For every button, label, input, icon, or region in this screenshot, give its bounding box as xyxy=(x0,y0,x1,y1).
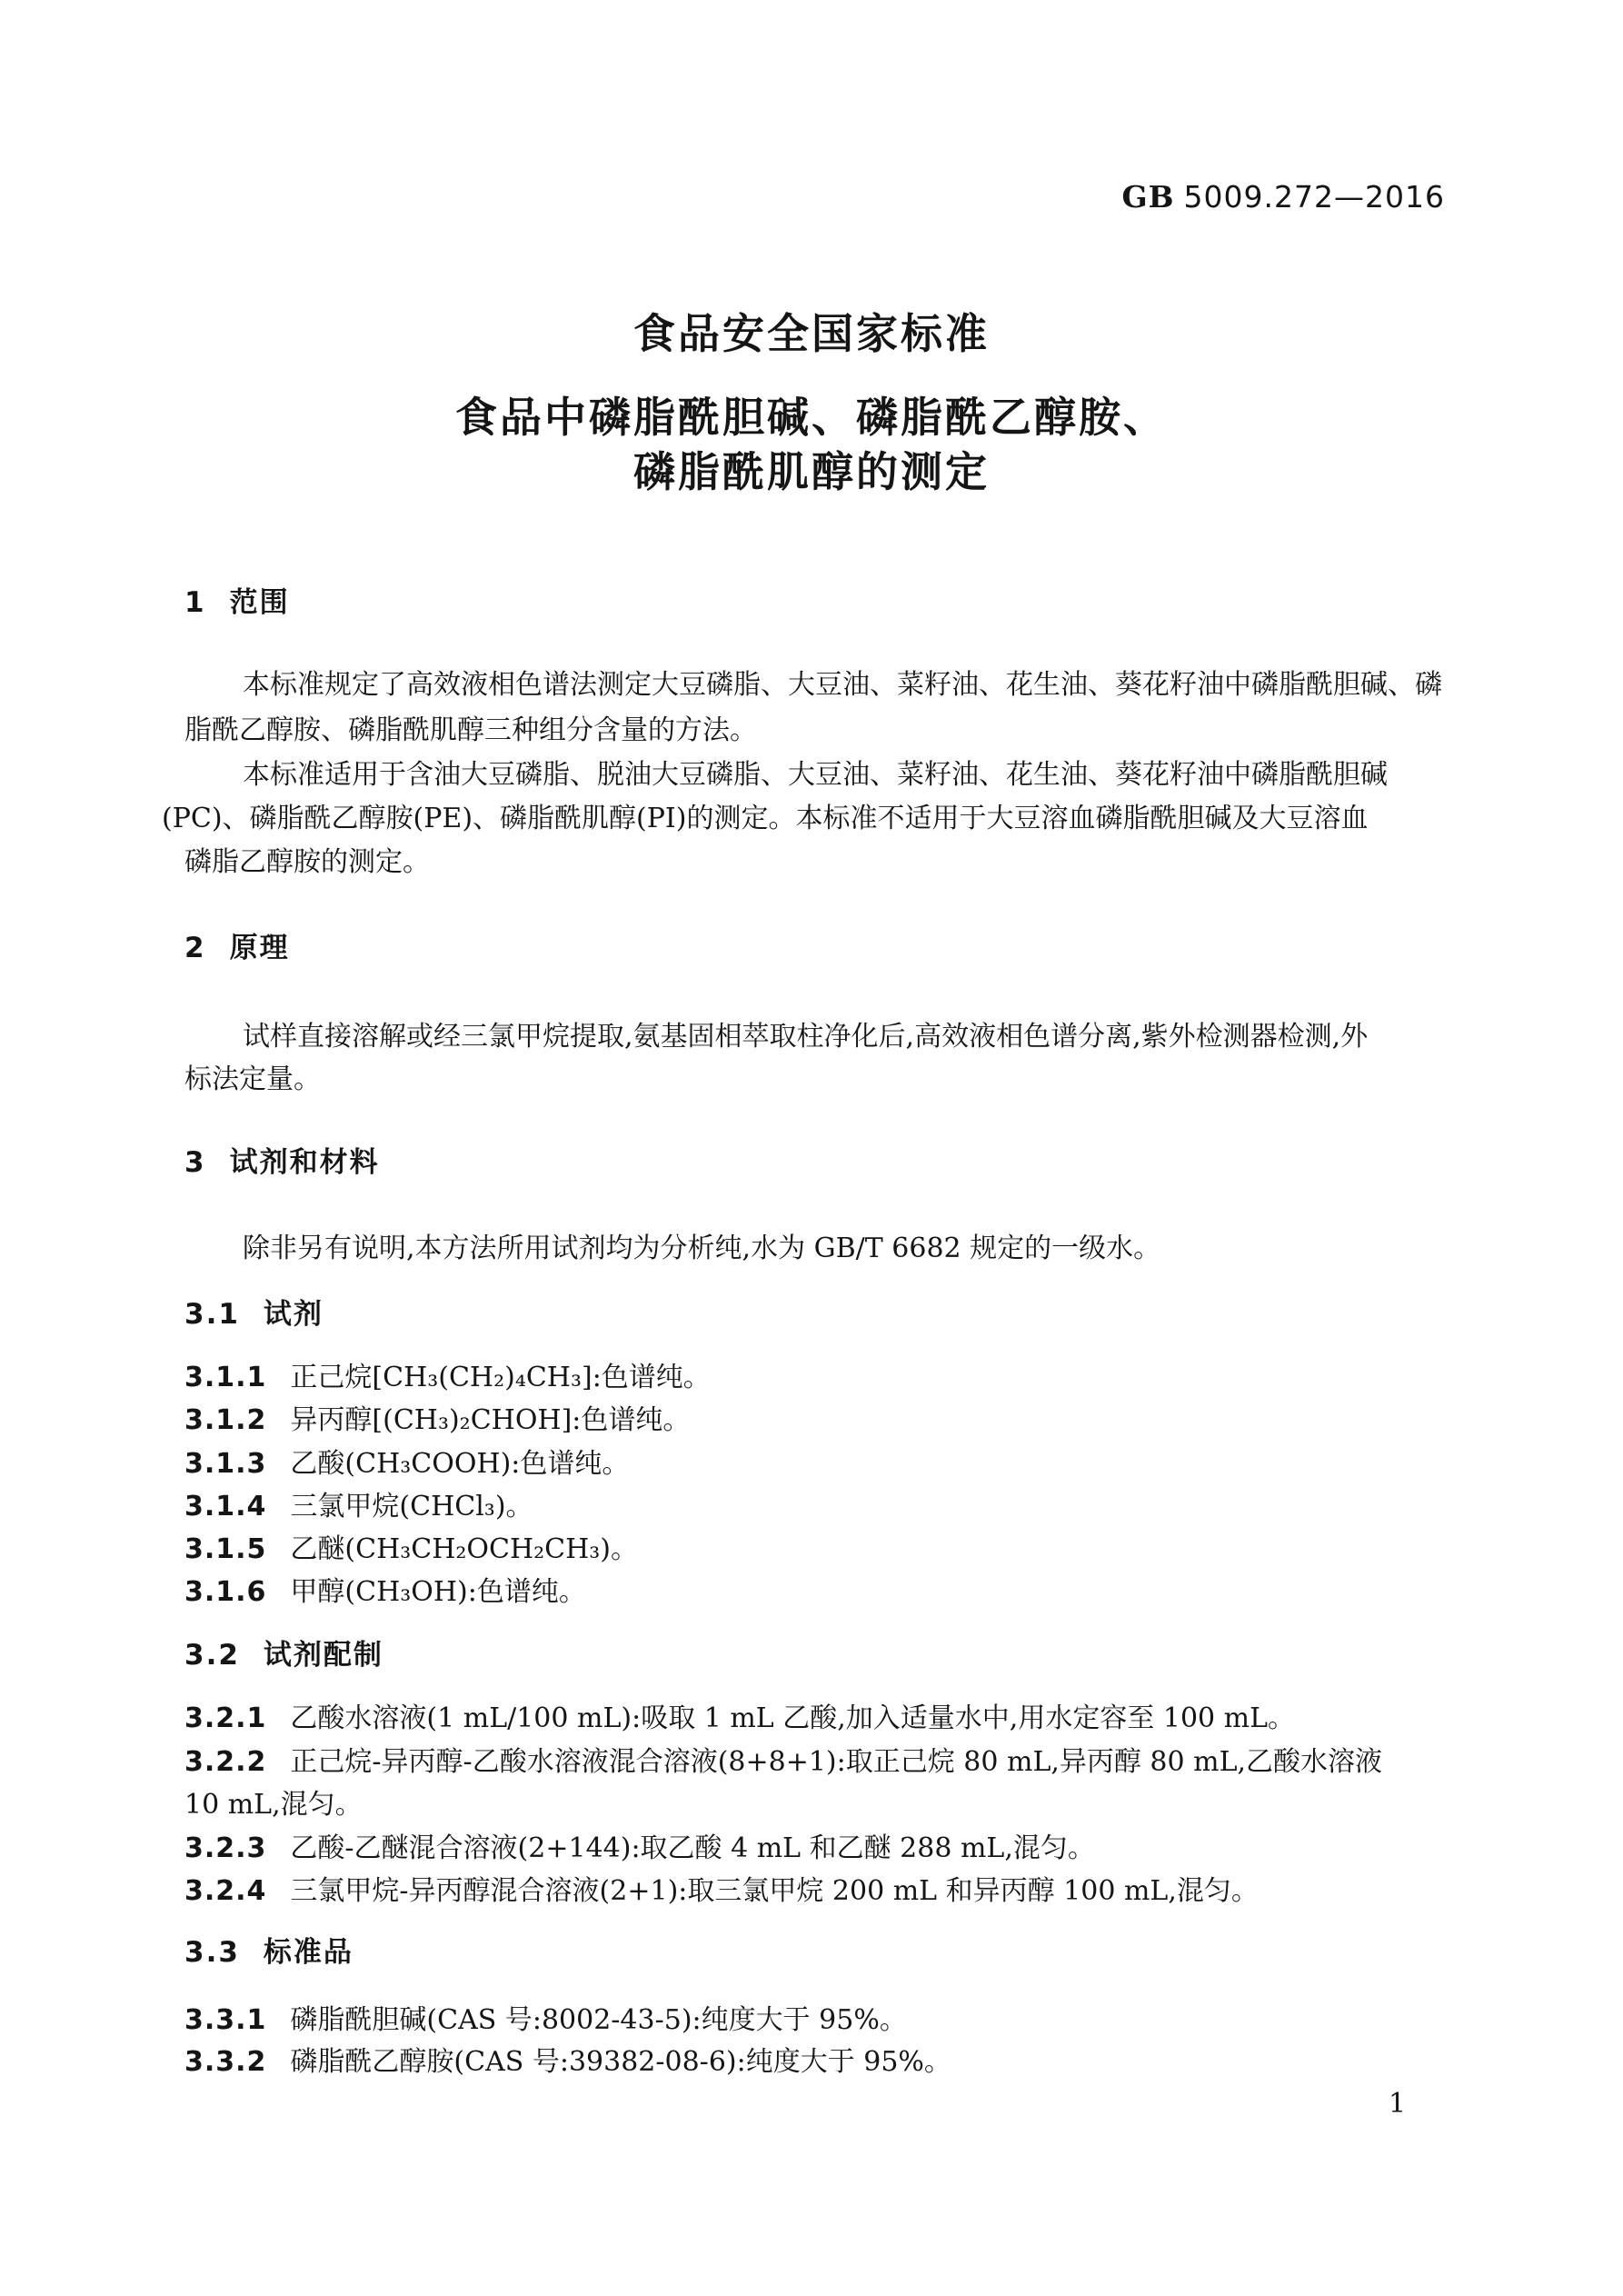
page-subtitle-line1: 食品中磷脂酰胆碱、磷脂酰乙醇胺、 xyxy=(455,393,1168,442)
item-text: 正己烷[CH₃(CH₂)₄CH₃]:色谱纯。 xyxy=(290,1362,711,1393)
solution-item-3-2-4 xyxy=(184,1875,1259,1907)
section-3-1-title: 试剂 xyxy=(263,1298,324,1331)
section-2-title: 原理 xyxy=(229,932,290,964)
section-3-number: 3 xyxy=(184,1146,206,1179)
item-number: 3.3.1 xyxy=(184,2004,267,2036)
section-3-2-number: 3.2 xyxy=(184,1639,240,1672)
scope-paragraph2-line2: (PC)、磷脂酰乙醇胺(PE)、磷脂酰肌醇(PI)的测定。本标准不适用于大豆溶血磷脂酰胆碱及大豆溶血 xyxy=(162,803,1369,834)
section-2-number: 2 xyxy=(184,932,206,964)
solution-item-3-2-3 xyxy=(184,1832,1095,1864)
item-text: 正己烷-异丙醇-乙酸水溶液混合溶液(8+8+1):取正己烷 80 mL,异丙醇 80 mL,乙酸水溶液 xyxy=(290,1746,1383,1778)
section-1-heading xyxy=(184,586,290,619)
reagents-intro: 除非另有说明,本方法所用试剂均为分析纯,水为 GB/T 6682 规定的一级水。 xyxy=(243,1233,1161,1264)
item-number: 3.1.1 xyxy=(184,1362,267,1393)
section-3-3-title: 标准品 xyxy=(263,1936,353,1969)
item-text: 乙酸水溶液(1 mL/100 mL):吸取 1 mL 乙酸,加入适量水中,用水定容至 100 mL。 xyxy=(290,1702,1296,1734)
item-text: 磷脂酰乙醇胺(CAS 号:39382-08-6):纯度大于 95%。 xyxy=(290,2046,951,2078)
item-text: 甲醇(CH₃OH):色谱纯。 xyxy=(290,1576,586,1608)
item-text: 乙酸(CH₃COOH):色谱纯。 xyxy=(290,1448,630,1480)
section-3-2-title: 试剂配制 xyxy=(263,1639,383,1672)
item-text: 乙酸-乙醚混合溶液(2+144):取乙酸 4 mL 和乙醚 288 mL,混匀。 xyxy=(290,1832,1095,1864)
reagent-item-3-1-4 xyxy=(184,1493,533,1521)
item-number: 3.1.2 xyxy=(184,1404,267,1436)
item-number: 3.2.2 xyxy=(184,1746,267,1778)
reagent-item-3-1-2 xyxy=(184,1404,691,1436)
item-number: 3.2.3 xyxy=(184,1832,267,1864)
page-title: 食品安全国家标准 xyxy=(633,309,990,358)
doc-number xyxy=(1121,179,1445,215)
item-text-continued: 10 mL,混匀。 xyxy=(184,1789,363,1821)
item-number: 3.1.4 xyxy=(184,1491,267,1522)
reagent-item-3-1-6 xyxy=(184,1576,586,1608)
scope-paragraph1-line1: 本标准规定了高效液相色谱法测定大豆磷脂、大豆油、菜籽油、花生油、葵花籽油中磷脂酰胆碱、磷 xyxy=(243,669,1442,701)
reagent-item-3-1-3 xyxy=(184,1448,630,1480)
section-1-title: 范围 xyxy=(229,586,290,619)
section-1-number: 1 xyxy=(184,586,206,619)
principle-paragraph-line2: 标法定量。 xyxy=(184,1063,321,1095)
section-3-3-number: 3.3 xyxy=(184,1936,240,1969)
item-text: 异丙醇[(CH₃)₂CHOH]:色谱纯。 xyxy=(290,1404,691,1436)
scope-paragraph2-line3: 磷脂乙醇胺的测定。 xyxy=(184,846,430,878)
page-subtitle-line2: 磷脂酰肌醇的测定 xyxy=(633,447,990,496)
item-text: 乙醚(CH₃CH₂OCH₂CH₃)。 xyxy=(290,1533,638,1565)
item-number: 3.2.1 xyxy=(184,1702,267,1734)
section-3-3-heading xyxy=(184,1936,353,1969)
page-number: 1 xyxy=(1389,2088,1407,2120)
section-3-1-number: 3.1 xyxy=(184,1298,240,1331)
section-3-heading xyxy=(184,1146,380,1179)
section-2-heading xyxy=(184,934,290,963)
item-number: 3.1.6 xyxy=(184,1576,267,1608)
doc-number-value: 5009.272—2016 xyxy=(1183,179,1445,215)
scope-paragraph1-line2: 脂酰乙醇胺、磷脂酰肌醇三种组分含量的方法。 xyxy=(184,714,757,746)
item-number: 3.1.3 xyxy=(184,1448,267,1480)
doc-number-prefix: GB xyxy=(1121,179,1175,215)
section-3-1-heading xyxy=(184,1298,324,1331)
item-number: 3.2.4 xyxy=(184,1875,267,1907)
item-number: 3.1.5 xyxy=(184,1533,267,1565)
item-number: 3.3.2 xyxy=(184,2046,267,2078)
section-3-title: 试剂和材料 xyxy=(229,1146,380,1179)
principle-paragraph-line1: 试样直接溶解或经三氯甲烷提取,氨基固相萃取柱净化后,高效液相色谱分离,紫外检测器检测,外 xyxy=(243,1021,1369,1053)
standard-item-3-3-2 xyxy=(184,2046,951,2078)
solution-item-3-2-1 xyxy=(184,1702,1296,1734)
reagent-item-3-1-1 xyxy=(184,1364,711,1392)
reagent-item-3-1-5 xyxy=(184,1533,638,1565)
section-3-2-heading xyxy=(184,1639,383,1672)
item-text: 三氯甲烷-异丙醇混合溶液(2+1):取三氯甲烷 200 mL 和异丙醇 100 mL,混匀。 xyxy=(290,1875,1259,1907)
item-text: 磷脂酰胆碱(CAS 号:8002-43-5):纯度大于 95%。 xyxy=(290,2004,907,2036)
standard-item-3-3-1 xyxy=(184,2004,907,2036)
solution-item-3-2-2 xyxy=(184,1746,1383,1778)
item-text: 三氯甲烷(CHCl₃)。 xyxy=(290,1491,533,1522)
scope-paragraph2-line1: 本标准适用于含油大豆磷脂、脱油大豆磷脂、大豆油、菜籽油、花生油、葵花籽油中磷脂酰胆碱 xyxy=(243,759,1388,791)
solution-item-3-2-2-continued xyxy=(184,1789,363,1821)
